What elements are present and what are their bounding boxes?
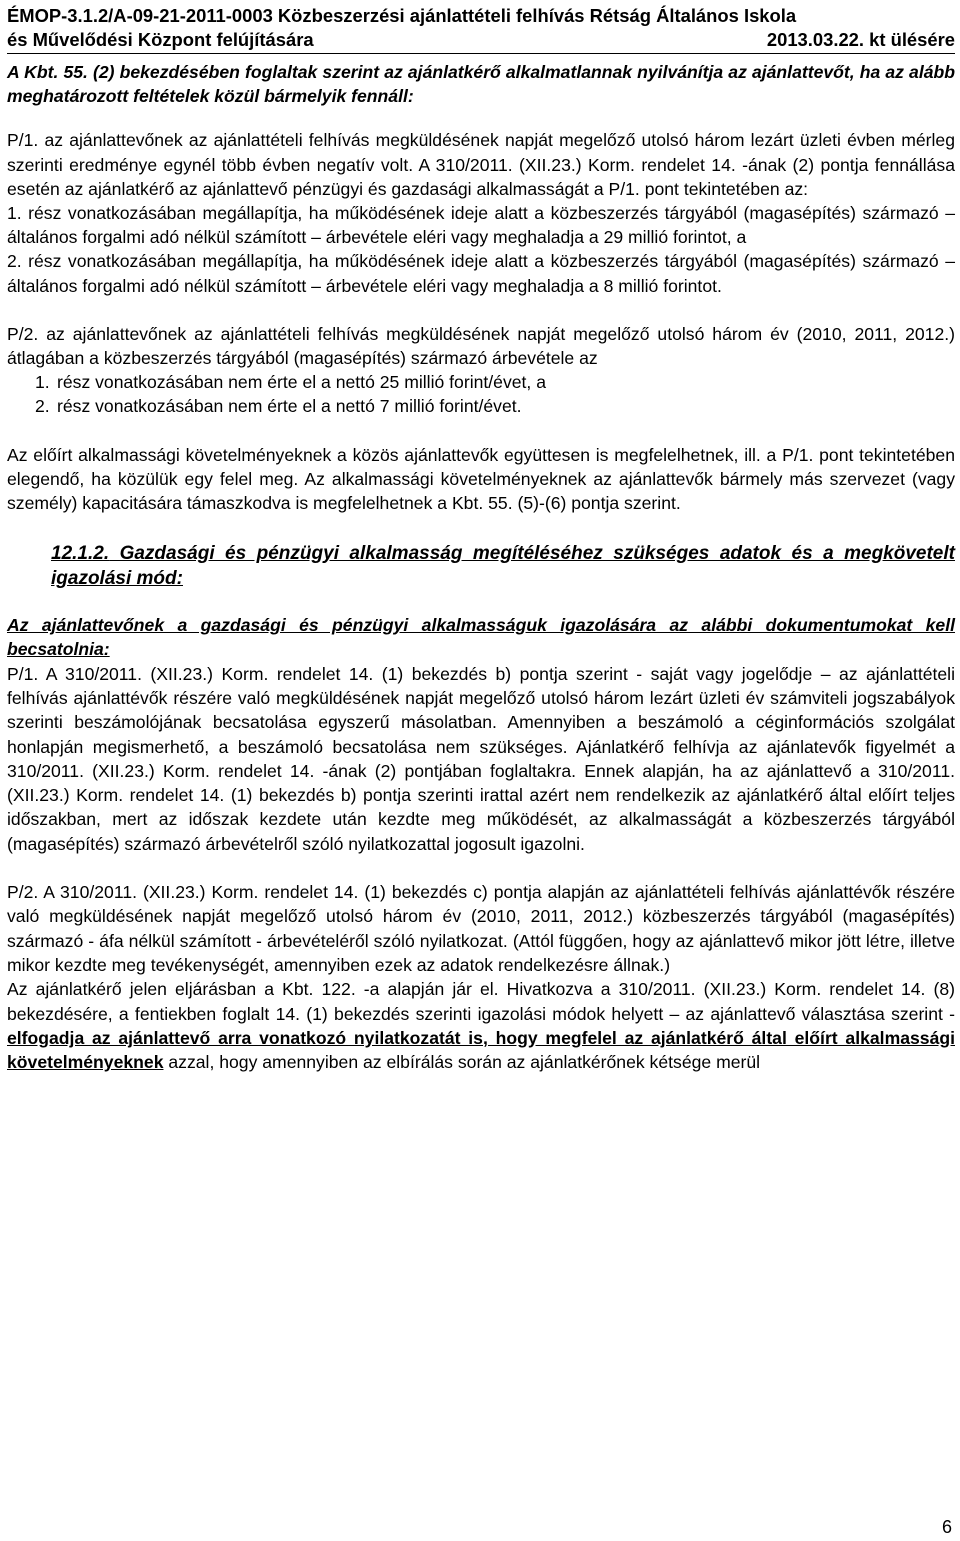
- page-number: 6: [941, 1517, 952, 1537]
- page-header: [7, 4, 955, 54]
- header-line2-left: és Művelődési Központ felújítására: [7, 29, 314, 50]
- list-item-number: 2.: [35, 396, 50, 417]
- intro-paragraph: A Kbt. 55. (2) bekezdésében foglaltak szerint az ajánlatkérő alkalmatlannak nyilvánítja az ajánlattevőt, ha az alább meghatározott feltételek közül bármelyik fennáll:: [7, 62, 955, 107]
- list-item-number: 1.: [35, 372, 50, 393]
- section-number: 12.1.2.: [51, 543, 110, 565]
- list-item: [7, 370, 955, 394]
- p1-paragraph: P/1. az ajánlattevőnek az ajánlattételi felhívás megküldésének napját megelőző utolsó három lezárt üzleti évben mérleg szerinti eredménye egynél több évben negatív volt. A 310/2011. (XII.23.) Korm. rendelet 14. -ának (2) pontja fennállása esetén az ajánlatkérő az ajánlattevő pénzügyi és gazdasági alkalmasságát a P/1. pont tekintetében az:: [7, 130, 955, 199]
- docs-p2-paragraph: P/2. A 310/2011. (XII.23.) Korm. rendelet 14. (1) bekezdés c) pontja alapján az ajánlattételi felhívás ajánlattévők részére való megküldésének napját megelőző utolsó három év (2010, 2011, 2012.) közbeszerzés tárgyából (magasépítés) származó - áfa nélkül számított - árbevételéről szóló nyilatkozat. (Attól függően, hogy az ajánlattevő mikor jött létre, illetve mikor kezdte meg tevékenységét, amennyiben ezek az adatok rendelkezésre állnak.): [7, 882, 955, 975]
- section-title: Gazdasági és pénzügyi alkalmasság megítéléséhez szükséges adatok és a megkövetelt igazolási mód:: [51, 543, 955, 590]
- header-line2-right: 2013.03.22. kt ülésére: [766, 29, 955, 50]
- final-text-a: Az ajánlatkérő jelen eljárásban a Kbt. 122. -a alapján jár el. Hivatkozva a 310/2011. (XII.23.) Korm. rendelet 14. (8) bekezdésére, a fentiekben foglalt 14. (1) bekezdés szerinti igazolási módok helyett – az ajánlattevő választása szerint -: [7, 979, 955, 1024]
- docs-heading: Az ajánlattevőnek a gazdasági és pénzügyi alkalmasságuk igazolására az alábbi dokumentumokat kell becsatolnia:: [7, 615, 955, 660]
- final-text-c: azzal, hogy amennyiben az elbírálás során az ajánlatkérőnek kétsége merül: [168, 1052, 761, 1073]
- document-page: [7, 4, 955, 1074]
- header-line1: ÉMOP-3.1.2/A-09-21-2011-0003 Közbeszerzési ajánlattételi felhívás Rétság Általános Iskola: [7, 5, 797, 26]
- final-paragraph: [7, 977, 955, 1074]
- list-item-text: rész vonatkozásában nem érte el a nettó 7 millió forint/évet.: [57, 396, 522, 417]
- list-item-text: rész vonatkozásában nem érte el a nettó 25 millió forint/évet, a: [57, 372, 546, 393]
- docs-p1-paragraph: P/1. A 310/2011. (XII.23.) Korm. rendelet 14. (1) bekezdés b) pontja szerint - saját vagy jogelődje – az ajánlattételi felhívás ajánlattévők részére való megküldésének napját megelőző utolsó három lezárt üzleti év számviteli jogszabályok szerinti beszámolójának becsatolása egyszerű másolatban. Amennyiben a beszámoló a céginformációs szolgálat honlapján megismerhető, a beszámoló becsatolása nem szükséges. Ajánlatkérő felhívja az ajánlatevők figyelmét a 310/2011. (XII.23.) Korm. rendelet 14. -ának (2) pontjában foglaltakra. Ennek alapján, ha az ajánlattevő a 310/2011. (XII.23.) Korm. rendelet 14. (1) bekezdés b) pontja szerinti irattal azért nem rendelkezik az ajánlatkérő által előírt teljes időszakban, mert az időszak kezdete után kezdte meg működését, az alkalmasságát a közbeszerzés tárgyából (magasépítés) származó árbevételről szóló nyilatkozattal jogosult igazolni.: [7, 663, 955, 854]
- section-heading: [7, 541, 955, 591]
- list-item: [7, 394, 955, 418]
- p2-paragraph: P/2. az ajánlattevőnek az ajánlattételi felhívás megküldésének napját megelőző utolsó három év (2010, 2011, 2012.) átlagában a közbeszerzés tárgyából (magasépítés) származó árbevétele az: [7, 323, 955, 369]
- joint-paragraph: Az előírt alkalmassági követelményeknek a közös ajánlattevők együttesen is megfelelhetnek, ill. a P/1. pont tekintetében elegendő, ha közülük egy felel meg. Az alkalmassági követelményeknek az ajánlattevők bármely más szervezet (vagy személy) kapacitására támaszkodva is megfelelhetnek a Kbt. 55. (5)-(6) pontja szerint.: [7, 444, 955, 514]
- p1-item-1: 1. rész vonatkozásában megállapítja, ha működésének ideje alatt a közbeszerzés tárgyából (magasépítés) származó – általános forgalmi adó nélkül számított – árbevétele eléri vagy meghaladja a 29 millió forintot, a: [7, 203, 955, 248]
- p1-item-2: 2. rész vonatkozásában megállapítja, ha működésének ideje alatt a közbeszerzés tárgyából (magasépítés) származó – általános forgalmi adó nélkül számított – árbevétele eléri vagy meghaladja a 8 millió forintot.: [7, 251, 955, 296]
- final-text-bold: elfogadja az ajánlattevő arra vonatkozó nyilatkozatát is, hogy megfelel az ajánlatkérő által előírt alkalmassági követelményeknek: [7, 1027, 955, 1073]
